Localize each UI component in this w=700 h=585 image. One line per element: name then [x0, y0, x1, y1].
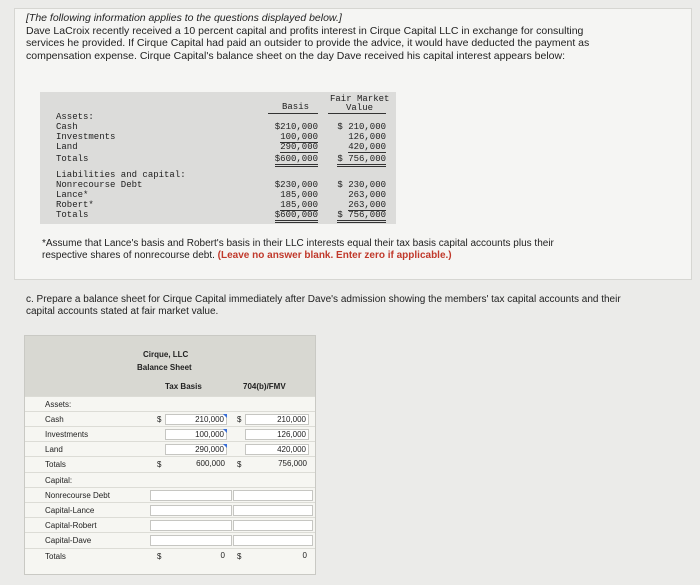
basis-value: 100,000 [280, 132, 318, 142]
row-label: Cash [45, 415, 64, 424]
row-label: Capital-Robert [45, 521, 97, 530]
fmv-value: $ 210,000 [337, 122, 386, 132]
tax-basis-input[interactable]: 100,000 [165, 429, 227, 440]
fmv-value: 126,000 [348, 132, 386, 142]
instruction: (Leave no answer blank. Enter zero if applicable.) [217, 250, 452, 261]
basis-value: 185,000 [280, 200, 318, 210]
tax-basis-input[interactable] [150, 490, 232, 501]
part-c-prompt [26, 294, 676, 318]
part-c-line-2: capital accounts stated at fair market value. [26, 306, 219, 317]
fmv-value: 263,000 [348, 200, 386, 210]
basis-value: $210,000 [274, 122, 318, 132]
row-label: Land [45, 445, 63, 454]
table-row [25, 441, 315, 457]
dollar-sign: $ [237, 552, 242, 561]
dollar-sign: $ [237, 415, 242, 424]
footnote-line-1: *Assume that Lance's basis and Robert's basis in their LLC interests equal their tax basis capital accounts plus their [42, 238, 554, 249]
flag-icon [223, 444, 227, 448]
fmv-input[interactable]: 126,000 [245, 429, 309, 440]
tax-basis-input[interactable]: 290,000 [165, 444, 227, 455]
row-label: Totals [45, 460, 66, 469]
assets-label: Assets: [45, 400, 72, 409]
fmv-value: $ 230,000 [337, 180, 386, 190]
capital-label: Capital: [45, 476, 73, 485]
table-row [25, 517, 315, 533]
row-label: Lance* [56, 190, 89, 200]
fmv-input[interactable] [233, 535, 313, 546]
fmv-input[interactable]: 210,000 [245, 414, 309, 425]
intro-text [26, 12, 666, 62]
flag-icon [223, 414, 227, 418]
basis-value: 290,000 [280, 142, 318, 152]
tax-basis-input[interactable]: 210,000 [165, 414, 227, 425]
tax-basis-input[interactable] [150, 535, 232, 546]
col-fmv-1: Fair Market [330, 94, 390, 104]
fmv-input[interactable] [233, 505, 313, 516]
row-label: Capital-Dave [45, 536, 92, 545]
tax-basis-total: 600,000 [196, 459, 225, 468]
row-label: Land [56, 142, 78, 152]
flag-icon [223, 429, 227, 433]
table-row [25, 502, 315, 518]
row-label: Nonrecourse Debt [45, 491, 110, 500]
fmv-value: $ 756,000 [337, 210, 386, 223]
col-fmv-2: Value [346, 103, 374, 113]
row-label: Cash [56, 122, 78, 132]
footnote-line-2: respective shares of nonrecourse debt. [42, 250, 215, 261]
table-row [25, 456, 315, 472]
capital-heading-row [25, 472, 315, 488]
dollar-sign: $ [157, 460, 162, 469]
col-basis: Basis [282, 102, 310, 112]
answer-balance-sheet [24, 335, 316, 575]
dollar-sign: $ [157, 415, 162, 424]
tax-basis-input[interactable] [150, 520, 232, 531]
row-label: Robert* [56, 200, 94, 210]
tax-basis-input[interactable] [150, 505, 232, 516]
row-label: Investments [45, 430, 89, 439]
fmv-value: 420,000 [348, 142, 386, 152]
assets-label: Assets: [56, 112, 94, 122]
liab-label: Liabilities and capital: [56, 170, 186, 180]
table-row [25, 426, 315, 442]
row-label: Investments [56, 132, 116, 142]
table-row [25, 411, 315, 427]
row-label: Totals [56, 210, 89, 220]
part-c-line-1: c. Prepare a balance sheet for Cirque Capital immediately after Dave's admission showing the members' tax capital accounts and their [26, 294, 621, 305]
tax-basis-total: 0 [220, 551, 225, 560]
basis-value: $230,000 [274, 180, 318, 190]
company-name: Cirque, LLC [143, 350, 189, 359]
fmv-input[interactable]: 420,000 [245, 444, 309, 455]
assets-heading-row [25, 396, 315, 412]
intro-line-2: Dave LaCroix recently received a 10 percent capital and profits interest in Cirque Capital LLC in exchange for consulting [26, 24, 584, 37]
sheet-title: Balance Sheet [137, 363, 192, 372]
intro-line-4: compensation expense. Cirque Capital's balance sheet on the day Dave received his capital interest appears below: [26, 49, 565, 62]
footnote [42, 238, 642, 262]
row-label: Totals [56, 154, 89, 164]
dollar-sign: $ [237, 460, 242, 469]
intro-line-1: [The following information applies to the questions displayed below.] [26, 12, 342, 24]
fmv-input[interactable] [233, 520, 313, 531]
table-row [25, 487, 315, 503]
fmv-value: $ 756,000 [337, 154, 386, 167]
col-tax-basis: Tax Basis [165, 382, 202, 391]
table-row [25, 532, 315, 548]
row-label: Nonrecourse Debt [56, 180, 143, 190]
fmv-total: 0 [302, 551, 307, 560]
basis-value: $600,000 [275, 154, 318, 167]
basis-value: $600,000 [275, 210, 318, 223]
row-label: Totals [45, 552, 66, 561]
given-balance-sheet [40, 92, 396, 224]
dollar-sign: $ [157, 552, 162, 561]
fmv-input[interactable] [233, 490, 313, 501]
basis-value: 185,000 [280, 190, 318, 200]
col-704b-fmv: 704(b)/FMV [243, 382, 286, 391]
fmv-value: 263,000 [348, 190, 386, 200]
row-label: Capital-Lance [45, 506, 95, 515]
fmv-total: 756,000 [278, 459, 307, 468]
intro-line-3: services he provided. If Cirque Capital had paid an outsider to provide the advice, it would have deducted the payment as [26, 37, 590, 49]
totals-row [25, 548, 315, 564]
